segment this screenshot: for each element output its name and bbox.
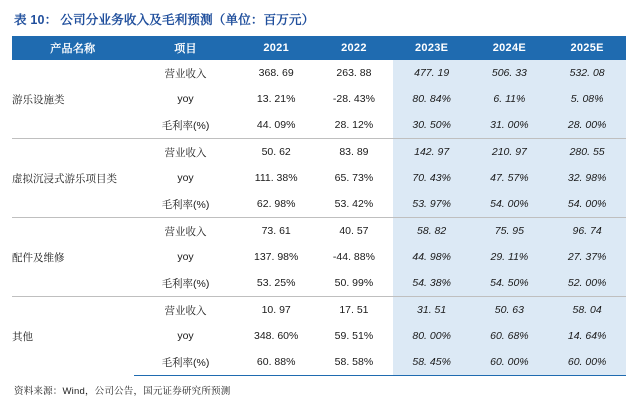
row-group-label: 配件及维修 bbox=[12, 218, 134, 297]
row-item-label: 毛利率(%) bbox=[161, 198, 210, 211]
cell-2022: 59. 51% bbox=[334, 330, 374, 342]
cell-2024e: 54. 00% bbox=[471, 191, 549, 218]
row-item-label: 毛利率(%) bbox=[134, 349, 238, 376]
cell-2025e: 532. 08 bbox=[548, 60, 626, 86]
cell-2023e: 70. 43% bbox=[393, 165, 471, 191]
cell-2022: 40. 57 bbox=[315, 218, 393, 245]
cell-2023e: 30. 50% bbox=[393, 112, 471, 139]
row-group-label: 其他 bbox=[12, 297, 134, 376]
table-row bbox=[12, 297, 626, 324]
cell-2025e: 28. 00% bbox=[548, 112, 626, 139]
cell-2024e: 75. 95 bbox=[471, 218, 549, 245]
row-item-label: yoy bbox=[177, 172, 194, 184]
cell-2024e: 60. 00% bbox=[471, 349, 549, 376]
table-title-text: 公司分业务收入及毛利预测（单位：百万元） bbox=[60, 13, 315, 27]
cell-2022: 65. 73% bbox=[334, 172, 374, 184]
cell-2025e: 58. 04 bbox=[548, 297, 626, 324]
cell-2023e: 54. 38% bbox=[393, 270, 471, 297]
column-header-item: 项目 bbox=[134, 36, 238, 60]
cell-2025e: 5. 08% bbox=[548, 86, 626, 112]
row-group-label: 虚拟沉浸式游乐项目类 bbox=[12, 139, 134, 218]
cell-2022: 17. 51 bbox=[315, 297, 393, 324]
cell-2023e: 58. 45% bbox=[393, 349, 471, 376]
cell-2021: 13. 21% bbox=[256, 93, 296, 105]
cell-2021: 53. 25% bbox=[256, 277, 296, 289]
cell-2021: 137. 98% bbox=[253, 251, 299, 263]
financial-forecast-table bbox=[12, 36, 626, 376]
column-header-2022: 2022 bbox=[315, 36, 393, 60]
table-head bbox=[12, 36, 626, 60]
table-row bbox=[12, 218, 626, 245]
cell-2022: 53. 42% bbox=[334, 198, 374, 210]
cell-2022: 58. 58% bbox=[315, 349, 393, 376]
cell-2023e: 58. 82 bbox=[393, 218, 471, 245]
cell-2021: 50. 62 bbox=[237, 139, 315, 166]
cell-2024e: 54. 50% bbox=[471, 270, 549, 297]
cell-2023e: 142. 97 bbox=[393, 139, 471, 166]
table-body bbox=[12, 60, 626, 376]
cell-2023e: 477. 19 bbox=[393, 60, 471, 86]
cell-2021: 368. 69 bbox=[258, 67, 294, 79]
cell-2021: 10. 97 bbox=[237, 297, 315, 324]
column-header-2021: 2021 bbox=[237, 36, 315, 60]
row-item-label: yoy bbox=[177, 330, 194, 342]
cell-2021: 348. 60% bbox=[253, 330, 299, 342]
row-item-label: 营业收入 bbox=[134, 139, 238, 166]
table-title-label: 表 10： bbox=[14, 13, 58, 27]
cell-2025e: 32. 98% bbox=[548, 165, 626, 191]
table-row bbox=[12, 60, 626, 86]
cell-2023e: 31. 51 bbox=[393, 297, 471, 324]
cell-2025e: 14. 64% bbox=[548, 323, 626, 349]
column-header-product: 产品名称 bbox=[12, 36, 134, 60]
table-header-row bbox=[12, 36, 626, 60]
cell-2022: -28. 43% bbox=[332, 93, 375, 105]
cell-2021: 44. 09% bbox=[256, 119, 296, 131]
cell-2022: 83. 89 bbox=[315, 139, 393, 166]
cell-2024e: 6. 11% bbox=[471, 86, 549, 112]
cell-2024e: 50. 63 bbox=[471, 297, 549, 324]
source-note: 资料来源：Wind，公司公告，国元证券研究所预测 bbox=[14, 386, 231, 397]
cell-2025e: 54. 00% bbox=[548, 191, 626, 218]
row-item-label: 毛利率(%) bbox=[161, 277, 210, 290]
cell-2025e: 52. 00% bbox=[548, 270, 626, 297]
cell-2024e: 31. 00% bbox=[471, 112, 549, 139]
cell-2024e: 210. 97 bbox=[471, 139, 549, 166]
cell-2025e: 280. 55 bbox=[548, 139, 626, 166]
cell-2021: 73. 61 bbox=[237, 218, 315, 245]
cell-2025e: 27. 37% bbox=[548, 244, 626, 270]
row-item-label: yoy bbox=[177, 251, 194, 263]
cell-2022: 263. 88 bbox=[336, 67, 372, 79]
cell-2021: 111. 38% bbox=[254, 172, 298, 184]
cell-2023e: 80. 00% bbox=[393, 323, 471, 349]
cell-2021: 60. 88% bbox=[237, 349, 315, 376]
row-item-label: 营业收入 bbox=[164, 67, 207, 80]
cell-2025e: 96. 74 bbox=[548, 218, 626, 245]
cell-2024e: 47. 57% bbox=[471, 165, 549, 191]
cell-2024e: 506. 33 bbox=[471, 60, 549, 86]
row-item-label: 营业收入 bbox=[134, 218, 238, 245]
table-row bbox=[12, 139, 626, 166]
cell-2022: 50. 99% bbox=[334, 277, 374, 289]
row-item-label: 营业收入 bbox=[134, 297, 238, 324]
cell-2023e: 44. 98% bbox=[393, 244, 471, 270]
cell-2025e: 60. 00% bbox=[548, 349, 626, 376]
cell-2022: 28. 12% bbox=[334, 119, 374, 131]
cell-2024e: 60. 68% bbox=[471, 323, 549, 349]
row-item-label: yoy bbox=[177, 93, 194, 105]
column-header-2024e: 2024E bbox=[471, 36, 549, 60]
cell-2022: -44. 88% bbox=[332, 251, 375, 263]
column-header-2025e: 2025E bbox=[548, 36, 626, 60]
cell-2023e: 53. 97% bbox=[393, 191, 471, 218]
row-item-label: 毛利率(%) bbox=[161, 119, 210, 132]
table-title bbox=[12, 10, 626, 28]
row-group-label: 游乐设施类 bbox=[12, 93, 65, 106]
cell-2024e: 29. 11% bbox=[471, 244, 549, 270]
column-header-2023e: 2023E bbox=[393, 36, 471, 60]
cell-2023e: 80. 84% bbox=[393, 86, 471, 112]
cell-2021: 62. 98% bbox=[256, 198, 296, 210]
